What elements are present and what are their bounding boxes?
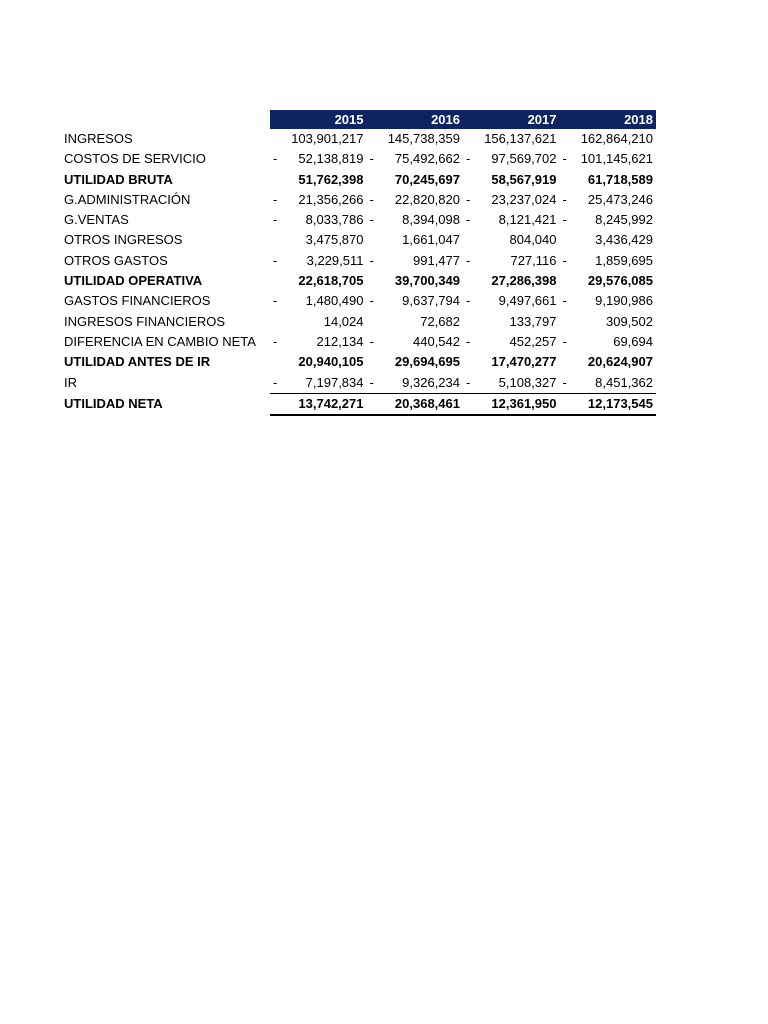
value-cell [367, 373, 464, 394]
value-number: 27,286,398 [491, 273, 557, 289]
table-row [62, 230, 656, 250]
negative-sign: - [466, 212, 471, 228]
value-number: 452,257 [509, 333, 557, 349]
value-number: 1,480,490 [305, 293, 364, 309]
row-label: GASTOS FINANCIEROS [64, 293, 211, 309]
value-number: 7,197,834 [305, 374, 364, 390]
value-number: 101,145,621 [580, 151, 653, 167]
value-cell [560, 393, 657, 415]
value-cell [367, 352, 464, 372]
negative-sign: - [562, 252, 567, 268]
table-row [62, 149, 656, 169]
negative-sign: - [466, 191, 471, 207]
value-number: 17,470,277 [491, 354, 557, 370]
value-cell [560, 251, 657, 271]
negative-sign: - [466, 252, 471, 268]
value-cell [560, 291, 657, 311]
value-cell [270, 230, 367, 250]
value-cell [367, 149, 464, 169]
header-blank-cell [62, 110, 270, 129]
value-number: 8,033,786 [305, 212, 364, 228]
negative-sign: - [369, 252, 374, 268]
row-label: IR [64, 374, 77, 390]
negative-sign: - [466, 333, 471, 349]
value-number: 1,859,695 [595, 252, 653, 268]
table-row [62, 373, 656, 394]
value-number: 12,361,950 [491, 395, 557, 411]
negative-sign: - [369, 151, 374, 167]
value-number: 70,245,697 [394, 171, 460, 187]
negative-sign: - [466, 151, 471, 167]
row-label: UTILIDAD NETA [64, 396, 163, 412]
value-number: 14,024 [323, 313, 364, 329]
negative-sign: - [562, 151, 567, 167]
year-header-2017: 2017 [463, 110, 560, 129]
table-row [62, 332, 656, 352]
value-cell [463, 210, 560, 230]
negative-sign: - [369, 374, 374, 390]
value-cell [463, 230, 560, 250]
year-header-row [62, 110, 656, 129]
negative-sign: - [369, 293, 374, 309]
value-number: 3,229,511 [306, 252, 364, 268]
value-number: 29,576,085 [587, 273, 653, 289]
negative-sign: - [273, 151, 278, 167]
negative-sign: - [273, 212, 278, 228]
value-cell [367, 312, 464, 332]
value-number: 25,473,246 [587, 191, 653, 207]
row-label: UTILIDAD BRUTA [64, 171, 173, 187]
value-cell [270, 373, 367, 394]
income-statement-table [62, 110, 656, 416]
value-number: 58,567,919 [491, 171, 557, 187]
value-cell [560, 149, 657, 169]
value-number: 1,661,047 [402, 232, 460, 248]
value-cell [463, 312, 560, 332]
value-number: 22,820,820 [394, 191, 460, 207]
value-cell [270, 312, 367, 332]
value-number: 727,116 [510, 252, 557, 268]
value-number: 13,742,271 [298, 395, 364, 411]
income-statement-sheet [62, 110, 656, 416]
table-row [62, 291, 656, 311]
value-number: 309,502 [606, 313, 653, 329]
value-number: 156,137,621 [484, 131, 557, 146]
value-cell [367, 251, 464, 271]
value-cell [367, 210, 464, 230]
table-row [62, 393, 656, 415]
value-number: 8,451,362 [595, 374, 653, 390]
value-cell [367, 393, 464, 415]
table-row [62, 129, 656, 149]
value-cell [270, 210, 367, 230]
table-row [62, 190, 656, 210]
negative-sign: - [369, 212, 374, 228]
value-number: 39,700,349 [394, 273, 460, 289]
value-cell [463, 170, 560, 190]
value-cell [270, 149, 367, 169]
value-number: 991,477 [413, 252, 460, 268]
table-row [62, 170, 656, 190]
value-cell [270, 251, 367, 271]
value-number: 133,797 [509, 313, 557, 329]
value-cell [367, 190, 464, 210]
value-number: 23,237,024 [491, 191, 557, 207]
value-cell [367, 271, 464, 291]
value-cell [270, 129, 367, 149]
table-row [62, 210, 656, 230]
value-cell [270, 271, 367, 291]
value-number: 3,436,429 [595, 232, 653, 248]
value-cell [560, 352, 657, 372]
negative-sign: - [562, 293, 567, 309]
negative-sign: - [466, 374, 471, 390]
value-cell [560, 190, 657, 210]
negative-sign: - [562, 333, 567, 349]
row-label: G.ADMINISTRACIÓN [64, 191, 191, 207]
negative-sign: - [273, 252, 278, 268]
value-cell [463, 190, 560, 210]
negative-sign: - [273, 191, 278, 207]
value-number: 5,108,327 [498, 374, 557, 390]
value-cell [463, 332, 560, 352]
value-number: 9,190,986 [595, 293, 653, 309]
value-number: 804,040 [509, 232, 557, 248]
value-cell [560, 312, 657, 332]
negative-sign: - [466, 293, 471, 309]
table-row [62, 271, 656, 291]
value-number: 103,901,217 [291, 131, 364, 146]
value-cell [367, 170, 464, 190]
value-cell [270, 352, 367, 372]
negative-sign: - [369, 191, 374, 207]
negative-sign: - [273, 374, 278, 390]
value-cell [560, 210, 657, 230]
value-number: 97,569,702 [491, 151, 557, 167]
value-cell [270, 291, 367, 311]
value-cell [560, 271, 657, 291]
value-cell [560, 129, 657, 149]
value-number: 3,475,870 [305, 232, 364, 248]
row-label: DIFERENCIA EN CAMBIO NETA [64, 333, 256, 349]
negative-sign: - [273, 333, 278, 349]
value-number: 21,356,266 [298, 191, 364, 207]
year-header-2015: 2015 [270, 110, 367, 129]
year-header-2018: 2018 [560, 110, 657, 129]
value-cell [367, 332, 464, 352]
value-number: 22,618,705 [298, 273, 364, 289]
negative-sign: - [562, 191, 567, 207]
value-cell [463, 271, 560, 291]
value-number: 69,694 [613, 333, 653, 349]
value-number: 61,718,589 [587, 171, 653, 187]
value-cell [270, 332, 367, 352]
value-cell [463, 393, 560, 415]
value-number: 20,940,105 [298, 354, 364, 370]
value-cell [463, 291, 560, 311]
table-row [62, 312, 656, 332]
table-row [62, 352, 656, 372]
value-number: 20,368,461 [394, 395, 460, 411]
value-cell [463, 251, 560, 271]
value-cell [560, 332, 657, 352]
value-cell [367, 291, 464, 311]
value-number: 212,134 [316, 333, 364, 349]
row-label: INGRESOS FINANCIEROS [64, 313, 226, 329]
value-cell [463, 149, 560, 169]
value-number: 9,497,661 [498, 293, 557, 309]
value-number: 162,864,210 [580, 131, 653, 146]
value-cell [270, 190, 367, 210]
value-number: 8,245,992 [595, 212, 653, 228]
value-number: 8,121,421 [498, 212, 557, 228]
row-label: OTROS GASTOS [64, 252, 168, 268]
value-cell [463, 373, 560, 394]
value-cell [367, 129, 464, 149]
value-cell [270, 393, 367, 415]
value-cell [560, 373, 657, 394]
row-label: UTILIDAD OPERATIVA [64, 273, 203, 289]
year-header-2016: 2016 [367, 110, 464, 129]
value-number: 8,394,098 [402, 212, 460, 228]
row-label: OTROS INGRESOS [64, 232, 183, 248]
value-number: 20,624,907 [587, 354, 653, 370]
value-number: 12,173,545 [587, 395, 653, 411]
value-number: 29,694,695 [394, 354, 460, 370]
value-cell [560, 170, 657, 190]
value-number: 9,326,234 [402, 374, 460, 390]
negative-sign: - [369, 333, 374, 349]
row-label: G.VENTAS [64, 212, 129, 228]
value-number: 9,637,794 [402, 293, 460, 309]
value-cell [367, 230, 464, 250]
value-cell [463, 352, 560, 372]
value-number: 145,738,359 [387, 131, 460, 146]
value-cell [560, 230, 657, 250]
row-label: INGRESOS [64, 131, 133, 146]
negative-sign: - [273, 293, 278, 309]
row-label: COSTOS DE SERVICIO [64, 151, 206, 167]
value-number: 51,762,398 [298, 171, 364, 187]
value-cell [463, 129, 560, 149]
negative-sign: - [562, 212, 567, 228]
table-row [62, 251, 656, 271]
negative-sign: - [562, 374, 567, 390]
value-number: 75,492,662 [394, 151, 460, 167]
value-number: 440,542 [413, 333, 460, 349]
row-label: UTILIDAD ANTES DE IR [64, 354, 211, 370]
value-number: 72,682 [420, 313, 460, 329]
value-number: 52,138,819 [298, 151, 364, 167]
value-cell [270, 170, 367, 190]
